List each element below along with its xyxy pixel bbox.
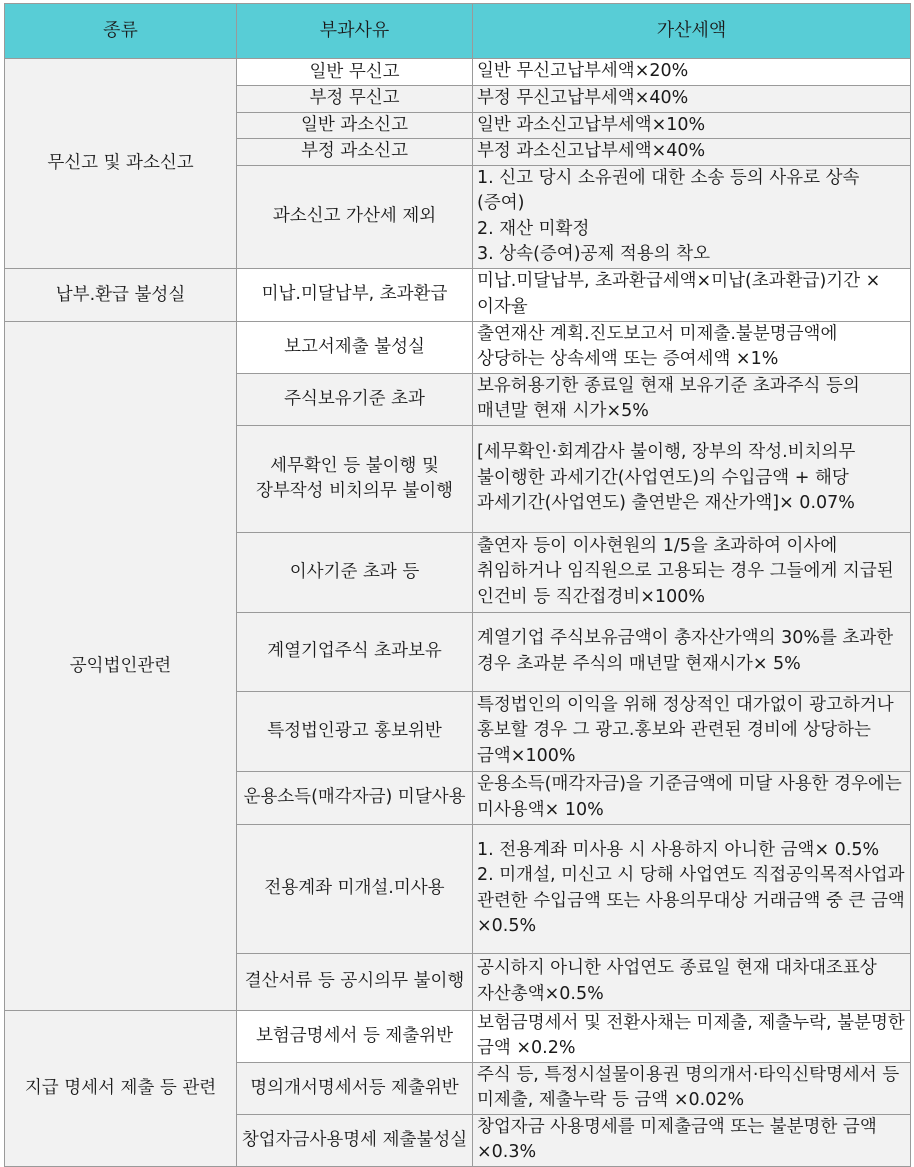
amount-line: 1. 신고 당시 소유권에 대한 소송 등의 사유로 상속(증여) <box>477 167 860 213</box>
amount-cell: 부정 무신고납부세액×40% <box>473 86 911 113</box>
reason-cell: 주식보유기준 초과 <box>237 373 473 425</box>
amount-line: 2. 재산 미확정 <box>477 218 590 239</box>
table-row <box>5 1010 911 1062</box>
reason-cell: 과소신고 가산세 제외 <box>237 165 473 268</box>
reason-cell: 전용계좌 미개설.미사용 <box>237 824 473 953</box>
reason-cell: 미납.미달납부, 초과환급 <box>237 268 473 321</box>
category-cell: 공익법인관련 <box>5 321 237 1010</box>
amount-cell: 특정법인의 이익을 위해 정상적인 대가없이 광고하거나 홍보할 경우 그 광고.홍보와 관련된 경비에 상당하는 금액×100% <box>473 691 911 771</box>
reason-cell: 이사기준 초과 등 <box>237 532 473 612</box>
amount-line: 2. 미개설, 미신고 시 당해 사업연도 직접공익목적사업과 관련한 수입금액 또는 사용의무대상 거래금액 중 큰 금액×0.5% <box>477 865 905 936</box>
reason-cell: 일반 무신고 <box>237 59 473 86</box>
header-reason: 부과사유 <box>237 4 473 59</box>
amount-cell: 보험금명세서 및 전환사채는 미제출, 제출누락, 불분명한 금액 ×0.2% <box>473 1010 911 1062</box>
table-row <box>5 268 911 321</box>
category-cell: 납부.환급 불성실 <box>5 268 237 321</box>
reason-cell: 명의개서명세서등 제출위반 <box>237 1062 473 1114</box>
penalty-tax-table <box>4 3 911 1167</box>
reason-cell: 부정 과소신고 <box>237 139 473 166</box>
amount-cell: 계열기업 주식보유금액이 총자산가액의 30%를 초과한 경우 초과분 주식의 매년말 현재시가× 5% <box>473 612 911 691</box>
table-row <box>5 59 911 86</box>
amount-cell: 일반 무신고납부세액×20% <box>473 59 911 86</box>
amount-cell: 공시하지 아니한 사업연도 종료일 현재 대차대조표상 자산총액×0.5% <box>473 953 911 1010</box>
amount-cell: [세무확인·회계감사 불이행, 장부의 작성.비치의무 불이행한 과세기간(사업연도)의 수입금액 + 해당 과세기간(사업연도) 출연받은 재산가액]× 0.07% <box>473 425 911 532</box>
amount-cell: 출연자 등이 이사현원의 1/5을 초과하여 이사에 취임하거나 임직원으로 고용되는 경우 그들에게 지급된 인건비 등 직간접경비×100% <box>473 532 911 612</box>
header-category: 종류 <box>5 4 237 59</box>
reason-cell: 부정 무신고 <box>237 86 473 113</box>
amount-cell: 보유허용기한 종료일 현재 보유기준 초과주식 등의 매년말 현재 시가×5% <box>473 373 911 425</box>
amount-line: 3. 상속(증여)공제 적용의 착오 <box>477 244 710 264</box>
reason-cell: 특정법인광고 홍보위반 <box>237 691 473 771</box>
reason-cell: 일반 과소신고 <box>237 112 473 139</box>
category-cell: 무신고 및 과소신고 <box>5 59 237 269</box>
amount-cell: 부정 과소신고납부세액×40% <box>473 139 911 166</box>
category-cell: 지급 명세서 제출 등 관련 <box>5 1010 237 1166</box>
table-row <box>5 321 911 373</box>
reason-cell: 창업자금사용명세 제출불성실 <box>237 1114 473 1166</box>
amount-cell: 출연재산 계획.진도보고서 미제출.불분명금액에 상당하는 상속세액 또는 증여세액 ×1% <box>473 321 911 373</box>
amount-cell: 주식 등, 특정시설물이용권 명의개서·타익신탁명세서 등 미제출, 제출누락 등 금액 ×0.02% <box>473 1062 911 1114</box>
amount-cell: 창업자금 사용명세를 미제출금액 또는 불분명한 금액×0.3% <box>473 1114 911 1166</box>
amount-cell: 일반 과소신고납부세액×10% <box>473 112 911 139</box>
amount-cell: 미납.미달납부, 초과환급세액×미납(초과환급)기간 × 이자율 <box>473 268 911 321</box>
amount-cell: 운용소득(매각자금)을 기준금액에 미달 사용한 경우에는 미사용액× 10% <box>473 771 911 824</box>
header-amount: 가산세액 <box>473 4 911 59</box>
table-header-row <box>5 4 911 59</box>
reason-cell: 보고서제출 불성실 <box>237 321 473 373</box>
reason-cell: 세무확인 등 불이행 및 장부작성 비치의무 불이행 <box>237 425 473 532</box>
amount-cell <box>473 824 911 953</box>
reason-cell: 결산서류 등 공시의무 불이행 <box>237 953 473 1010</box>
reason-cell: 운용소득(매각자금) 미달사용 <box>237 771 473 824</box>
reason-cell: 보험금명세서 등 제출위반 <box>237 1010 473 1062</box>
amount-line: 1. 전용계좌 미사용 시 사용하지 아니한 금액× 0.5% <box>477 839 880 860</box>
reason-cell: 계열기업주식 초과보유 <box>237 612 473 691</box>
amount-cell <box>473 165 911 268</box>
